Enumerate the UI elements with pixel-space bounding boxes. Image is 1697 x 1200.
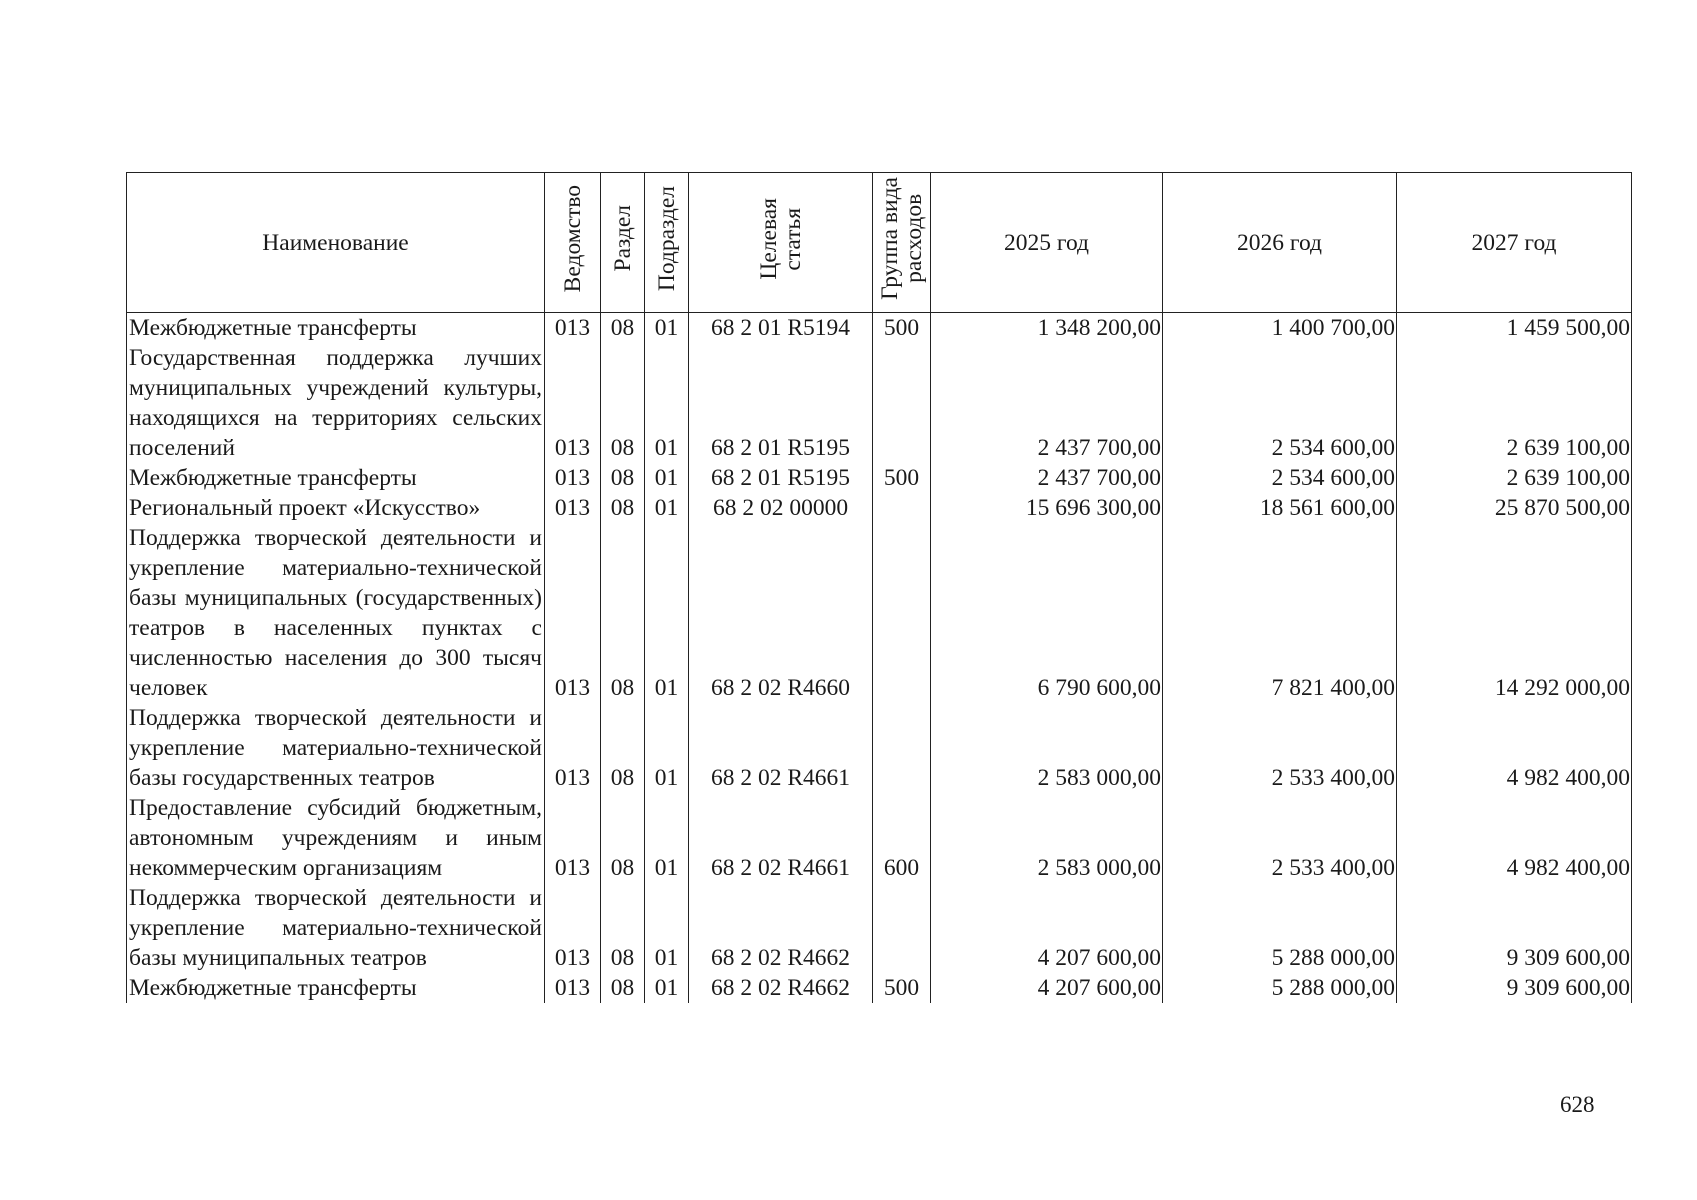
row-podrazdel: 01 (645, 793, 689, 883)
row-name: Региональный проект «Искусство» (127, 493, 545, 523)
row-amount-2027: 25 870 500,00 (1397, 493, 1632, 523)
row-amount-2026: 2 533 400,00 (1163, 793, 1397, 883)
row-razdel: 08 (601, 463, 645, 493)
table-row (127, 883, 1632, 973)
row-tselevaya-statya: 68 2 01 R5195 (689, 463, 873, 493)
row-vedomstvo: 013 (545, 463, 601, 493)
row-amount-2027: 9 309 600,00 (1397, 973, 1632, 1003)
row-tselevaya-statya: 68 2 01 R5195 (689, 343, 873, 463)
row-gruppa-vida-raskhodov: 500 (873, 313, 931, 344)
row-gruppa-vida-raskhodov (873, 523, 931, 703)
row-name: Межбюджетные трансферты (127, 313, 545, 344)
col-header-name: Наименование (127, 173, 545, 313)
row-vedomstvo: 013 (545, 343, 601, 463)
table-row (127, 523, 1632, 703)
row-name: Государственная поддержка лучших муниципальных учреждений культуры, находящихся на территориях сельских поселений (127, 343, 545, 463)
row-amount-2027: 14 292 000,00 (1397, 523, 1632, 703)
page-number: 628 (1560, 1092, 1595, 1117)
row-razdel: 08 (601, 973, 645, 1003)
table-row (127, 703, 1632, 793)
row-amount-2025: 2 437 700,00 (931, 463, 1163, 493)
row-vedomstvo: 013 (545, 883, 601, 973)
row-amount-2027: 2 639 100,00 (1397, 463, 1632, 493)
row-amount-2026: 18 561 600,00 (1163, 493, 1397, 523)
col-header-2025: 2025 год (931, 173, 1163, 313)
row-amount-2027: 9 309 600,00 (1397, 883, 1632, 973)
row-gruppa-vida-raskhodov (873, 703, 931, 793)
row-amount-2027: 4 982 400,00 (1397, 793, 1632, 883)
row-razdel: 08 (601, 523, 645, 703)
row-vedomstvo: 013 (545, 523, 601, 703)
header-row (127, 173, 1632, 313)
col-header-gruppa-vida-raskhodov: Группа вида расходов (873, 173, 931, 313)
row-amount-2025: 15 696 300,00 (931, 493, 1163, 523)
row-amount-2026: 2 534 600,00 (1163, 463, 1397, 493)
row-podrazdel: 01 (645, 343, 689, 463)
row-podrazdel: 01 (645, 703, 689, 793)
row-tselevaya-statya: 68 2 01 R5194 (689, 313, 873, 344)
col-header-vedomstvo: Ведомство (545, 173, 601, 313)
col-header-podrazdel: Подраздел (645, 173, 689, 313)
row-razdel: 08 (601, 883, 645, 973)
budget-table (126, 172, 1632, 1003)
row-name: Межбюджетные трансферты (127, 463, 545, 493)
table-row (127, 493, 1632, 523)
row-tselevaya-statya: 68 2 02 R4662 (689, 883, 873, 973)
row-gruppa-vida-raskhodov (873, 343, 931, 463)
row-amount-2026: 1 400 700,00 (1163, 313, 1397, 344)
row-amount-2026: 2 534 600,00 (1163, 343, 1397, 463)
row-razdel: 08 (601, 343, 645, 463)
table-body (127, 313, 1632, 1004)
row-gruppa-vida-raskhodov (873, 883, 931, 973)
row-gruppa-vida-raskhodov: 500 (873, 973, 931, 1003)
col-header-tselevaya-statya: Целевая статья (689, 173, 873, 313)
row-name: Поддержка творческой деятельности и укрепление материально-технической базы государственных театров (127, 703, 545, 793)
row-amount-2026: 7 821 400,00 (1163, 523, 1397, 703)
row-name: Предоставление субсидий бюджетным, автономным учреждениям и иным некоммерческим организациям (127, 793, 545, 883)
row-razdel: 08 (601, 493, 645, 523)
row-razdel: 08 (601, 793, 645, 883)
row-podrazdel: 01 (645, 883, 689, 973)
col-header-2026: 2026 год (1163, 173, 1397, 313)
row-vedomstvo: 013 (545, 313, 601, 344)
row-amount-2027: 1 459 500,00 (1397, 313, 1632, 344)
row-amount-2025: 2 583 000,00 (931, 703, 1163, 793)
row-amount-2025: 1 348 200,00 (931, 313, 1163, 344)
row-amount-2027: 4 982 400,00 (1397, 703, 1632, 793)
row-razdel: 08 (601, 703, 645, 793)
row-vedomstvo: 013 (545, 973, 601, 1003)
table-row (127, 313, 1632, 344)
row-vedomstvo: 013 (545, 493, 601, 523)
row-amount-2025: 4 207 600,00 (931, 973, 1163, 1003)
row-podrazdel: 01 (645, 523, 689, 703)
row-amount-2027: 2 639 100,00 (1397, 343, 1632, 463)
row-tselevaya-statya: 68 2 02 R4662 (689, 973, 873, 1003)
row-amount-2026: 2 533 400,00 (1163, 703, 1397, 793)
table-row (127, 343, 1632, 463)
row-tselevaya-statya: 68 2 02 R4661 (689, 703, 873, 793)
row-amount-2025: 2 583 000,00 (931, 793, 1163, 883)
col-header-2027: 2027 год (1397, 173, 1632, 313)
table-row (127, 793, 1632, 883)
row-podrazdel: 01 (645, 493, 689, 523)
row-razdel: 08 (601, 313, 645, 344)
row-gruppa-vida-raskhodov: 500 (873, 463, 931, 493)
row-vedomstvo: 013 (545, 793, 601, 883)
row-name: Поддержка творческой деятельности и укрепление материально-технической базы муниципальных театров (127, 883, 545, 973)
row-name: Межбюджетные трансферты (127, 973, 545, 1003)
col-header-razdel: Раздел (601, 173, 645, 313)
table-row (127, 463, 1632, 493)
row-tselevaya-statya: 68 2 02 00000 (689, 493, 873, 523)
row-name: Поддержка творческой деятельности и укрепление материально-технической базы муниципальных (государственных) театров в населенных пунктах с численностью населения до 300 тысяч человек (127, 523, 545, 703)
row-amount-2025: 6 790 600,00 (931, 523, 1163, 703)
table-row (127, 973, 1632, 1003)
row-gruppa-vida-raskhodov (873, 493, 931, 523)
row-podrazdel: 01 (645, 973, 689, 1003)
row-tselevaya-statya: 68 2 02 R4661 (689, 793, 873, 883)
row-amount-2025: 2 437 700,00 (931, 343, 1163, 463)
row-vedomstvo: 013 (545, 703, 601, 793)
row-amount-2025: 4 207 600,00 (931, 883, 1163, 973)
row-gruppa-vida-raskhodov: 600 (873, 793, 931, 883)
row-podrazdel: 01 (645, 313, 689, 344)
row-amount-2026: 5 288 000,00 (1163, 883, 1397, 973)
row-tselevaya-statya: 68 2 02 R4660 (689, 523, 873, 703)
row-amount-2026: 5 288 000,00 (1163, 973, 1397, 1003)
row-podrazdel: 01 (645, 463, 689, 493)
